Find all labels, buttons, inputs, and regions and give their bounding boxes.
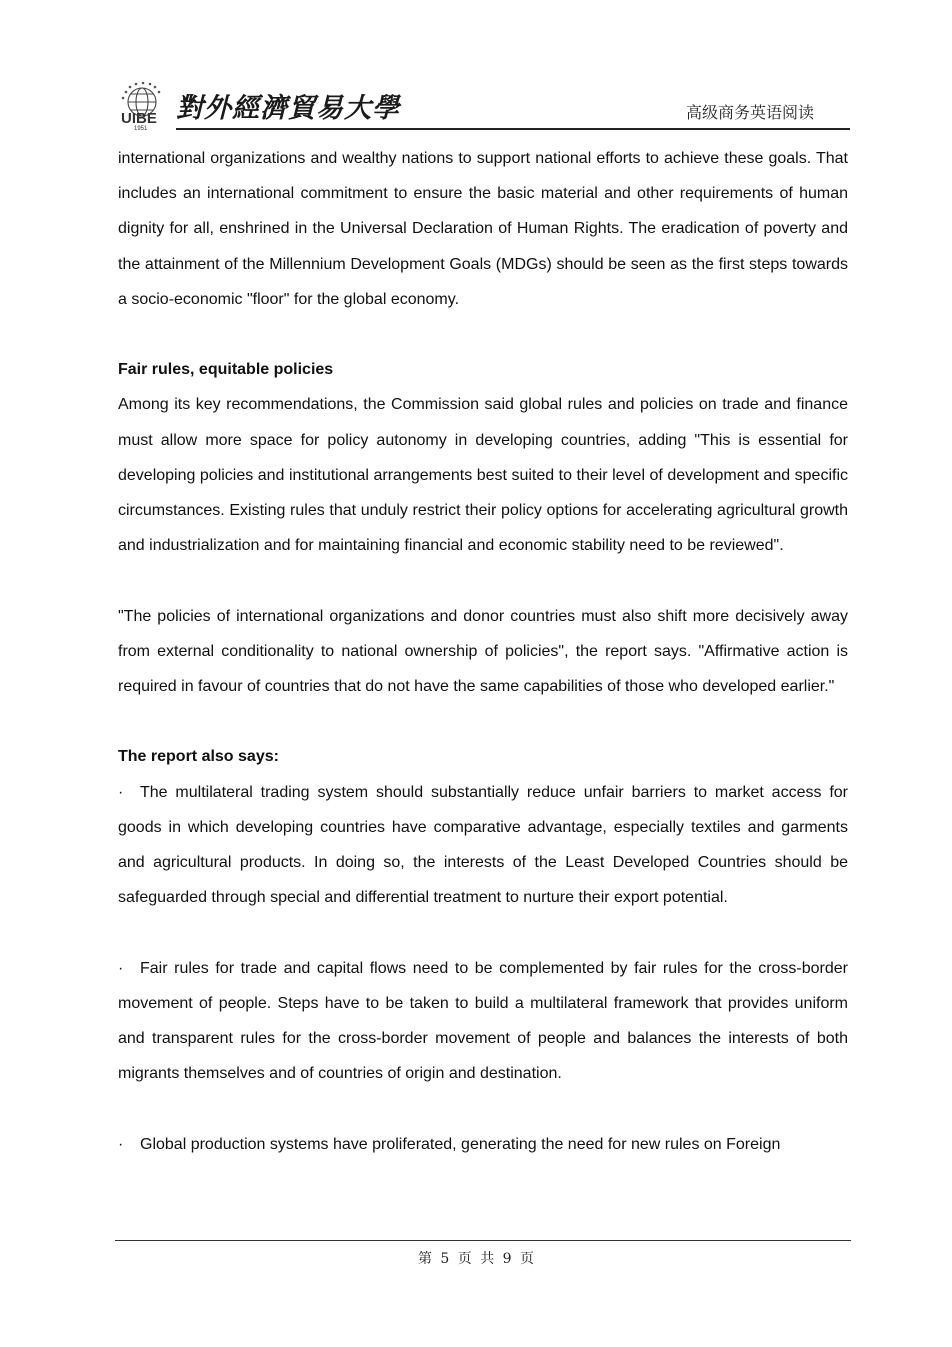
paragraph: international organizations and wealthy nations to support national efforts to achieve these goals. That includes an international commitment to ensure the basic material and other requirements of human dignity for all, enshrined in the Universal Declaration of Human Rights. The eradication of poverty and the attainment of the Millennium Development Goals (MDGs) should be seen as the first steps towards a socio-economic "floor" for the global economy.: [118, 150, 848, 308]
page-header: [116, 76, 850, 130]
bullet-text: The multilateral trading system should substantially reduce unfair barriers to market access for goods in which developing countries have comparative advantage, especially textiles and garments and agricultural products. In doing so, the interests of the Least Developed Countries should be safeguarded through special and differential treatment to nurture their export potential.: [118, 783, 848, 907]
university-logo-icon: [116, 80, 172, 130]
bullet-item: [118, 951, 848, 1092]
paragraph-spacer: [118, 915, 848, 950]
bullet-text: Fair rules for trade and capital flows need to be complemented by fair rules for the cross-border movement of people. Steps have to be taken to build a multilateral framework that provides uniform and transparent rules for the cross-border movement of people and balances the interests of both migrants themselves and of countries of origin and destination.: [118, 959, 848, 1083]
paragraph-spacer: [118, 704, 848, 739]
paragraph-spacer: [118, 1091, 848, 1126]
course-title: 高级商务英语阅读: [685, 105, 814, 122]
svg-text:UIBE: UIBE: [121, 110, 157, 127]
paragraph: "The policies of international organizations and donor countries must also shift more decisively away from external conditionality to national ownership of policies", the report says. "Affirmative action is required in favour of countries that do not have the same capabilities of those who developed earlier.": [118, 607, 848, 696]
bullet-marker: ·: [118, 783, 124, 801]
university-name: 對外經濟貿易大學: [176, 93, 400, 124]
page-body: [118, 141, 848, 1162]
section-heading: Fair rules, equitable policies: [118, 361, 334, 379]
bullet-text: Global production systems have proliferated, generating the need for new rules on Foreign: [140, 1135, 781, 1153]
paragraph: Among its key recommendations, the Commission said global rules and policies on trade and finance must allow more space for policy autonomy in developing countries, adding "This is essential for developing policies and institutional arrangements best suited to their level of development and specific circumstances. Existing rules that unduly restrict their policy options for accelerating agricultural growth and industrialization and for maintaining financial and economic stability need to be reviewed".: [118, 396, 848, 555]
header-divider: [176, 128, 850, 130]
svg-text:1951: 1951: [134, 126, 148, 130]
bullet-marker: ·: [118, 1135, 124, 1153]
footer-divider: [115, 1240, 851, 1241]
bullet-item: [118, 1127, 848, 1162]
paragraph-spacer: [118, 317, 848, 352]
section-heading: The report also says:: [118, 748, 279, 766]
paragraph-spacer: [118, 563, 848, 598]
page-number: 第 5 页 共 9 页: [417, 1251, 535, 1267]
bullet-item: [118, 775, 848, 916]
bullet-marker: ·: [118, 959, 124, 977]
